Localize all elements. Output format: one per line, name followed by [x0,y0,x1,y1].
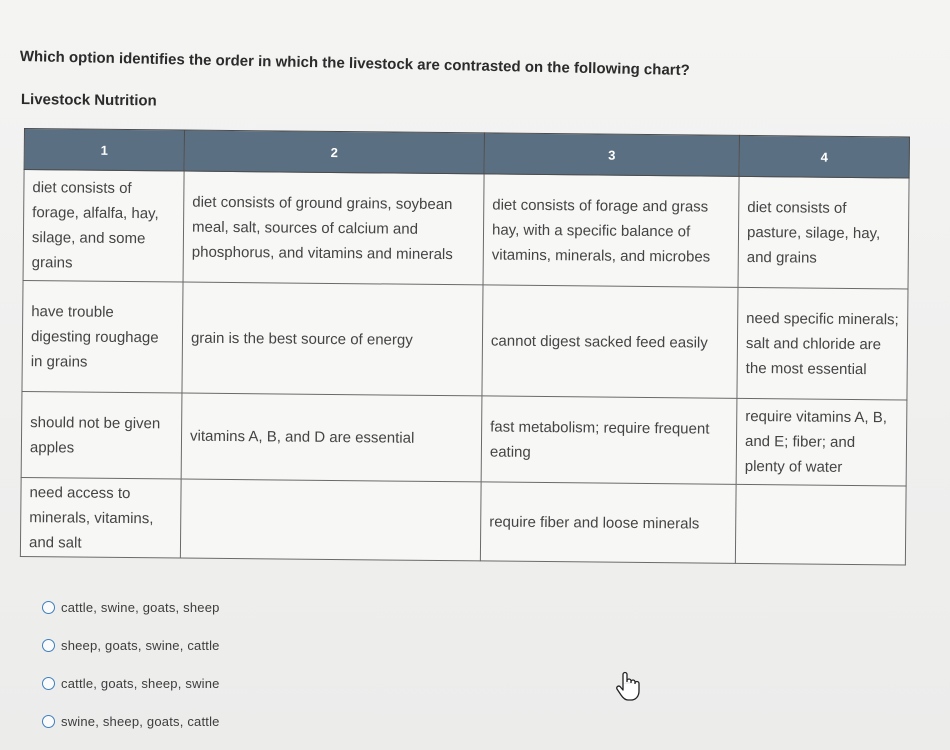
answer-option-1[interactable] [42,588,220,626]
column-header-4: 4 [739,135,909,178]
livestock-nutrition-table [20,128,910,565]
table-container [20,128,909,565]
table-cell: diet consists of ground grains, soybean meal, salt, sources of calcium and phosphorus, and vitamins and minerals [183,171,484,285]
table-caption: Livestock Nutrition [20,91,157,110]
table-cell: grain is the best source of energy [182,282,483,396]
table-cell: require fiber and loose minerals [480,482,736,563]
table-cell: require vitamins A, B, and E; fiber; and plenty of water [736,398,907,486]
answer-option-2[interactable] [42,626,220,664]
radio-button[interactable] [42,639,55,652]
option-label: cattle, swine, goats, sheep [61,599,220,615]
option-label: sheep, goats, swine, cattle [61,637,220,653]
radio-button[interactable] [42,601,55,614]
column-header-3: 3 [484,133,739,176]
answer-option-3[interactable] [42,664,220,702]
table-cell: have trouble digesting roughage in grains [22,280,183,393]
table-cell [735,484,906,565]
table-cell: need access to minerals, vitamins, and salt [20,477,181,558]
table-cell: diet consists of forage, alfalfa, hay, silage, and some grains [23,170,184,283]
table-cell: need specific minerals; salt and chloride are the most essential [737,287,908,400]
table-cell: fast metabolism; require frequent eating [481,396,737,484]
option-label: cattle, goats, sheep, swine [61,675,220,691]
table-cell: vitamins A, B, and D are essential [181,393,482,482]
column-header-2: 2 [184,130,484,174]
column-header-1: 1 [24,129,184,172]
answer-options [42,588,220,740]
table-row [22,280,908,399]
table-row [20,477,906,564]
answer-option-4[interactable] [42,702,220,740]
table-cell: diet consists of forage and grass hay, with a specific balance of vitamins, minerals, and microbes [483,174,739,287]
table-cell: should not be given apples [21,391,182,479]
hand-pointer-icon [614,670,642,702]
radio-button[interactable] [42,677,55,690]
table-cell: cannot digest sacked feed easily [482,285,738,398]
table-cell: diet consists of pasture, silage, hay, and grains [738,176,909,289]
option-label: swine, sheep, goats, cattle [61,713,220,729]
table-cell [180,479,481,561]
table-row [23,170,909,289]
table-row [21,391,907,485]
question-text: Which option identifies the order in which the livestock are contrasted on the following chart? [19,48,690,80]
radio-button[interactable] [42,715,55,728]
